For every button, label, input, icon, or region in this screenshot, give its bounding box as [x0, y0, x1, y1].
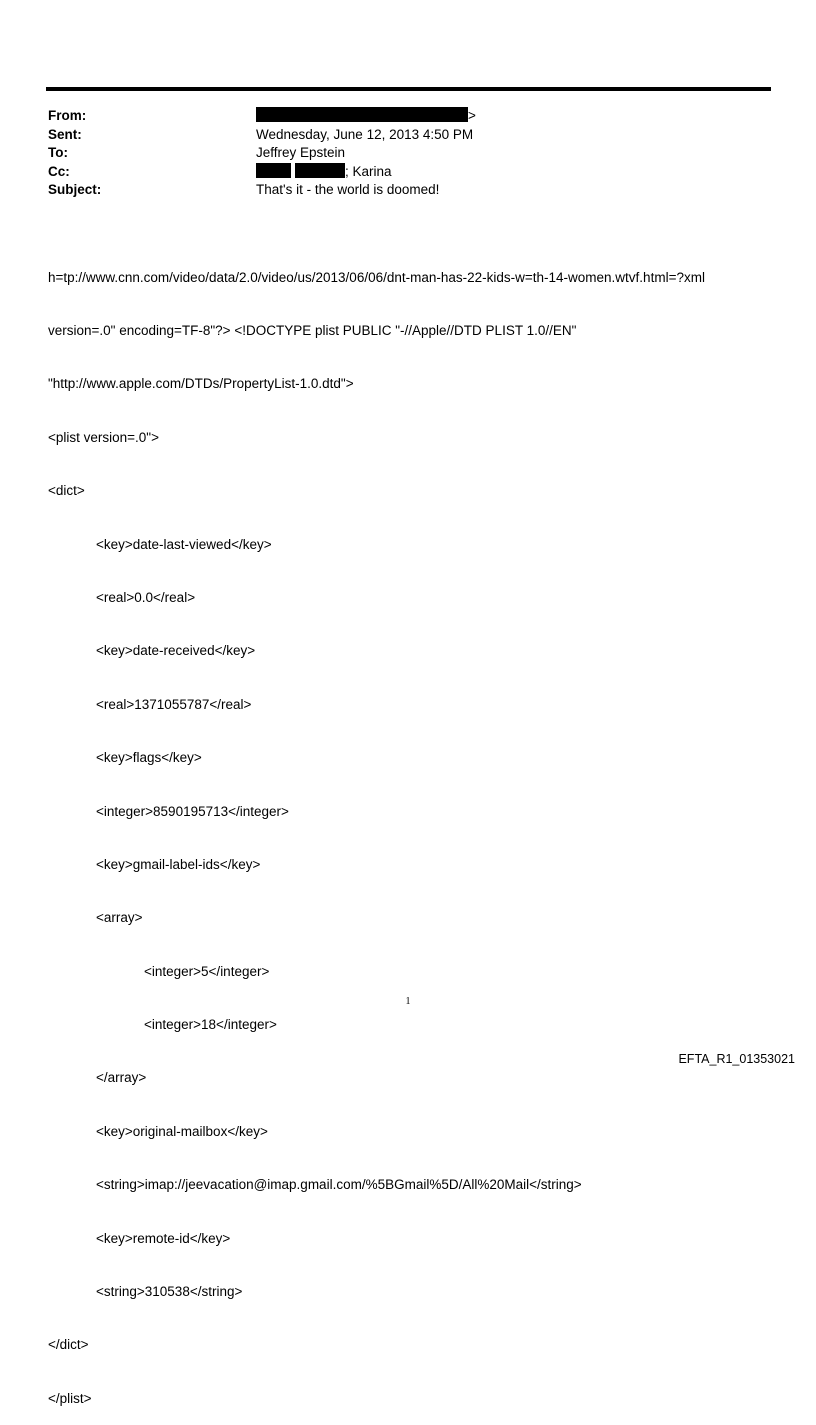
body-line: <key>date-last-viewed</key> [96, 536, 272, 552]
body-line: <integer>5</integer> [144, 963, 270, 979]
body-line: <key>flags</key> [96, 750, 202, 766]
redaction-box [295, 163, 345, 178]
header-divider [46, 87, 771, 91]
email-body [48, 233, 778, 1425]
body-line: <key>remote-id</key> [96, 1230, 231, 1246]
redaction-box [256, 107, 468, 122]
body-line: </array> [96, 1070, 147, 1086]
sent-row [48, 126, 768, 145]
body-line: <string>imap://jeevacation@imap.gmail.com/%5BGmail%5D/All%20Mail</string> [96, 1177, 582, 1193]
body-line: <real>0.0</real> [96, 589, 196, 605]
from-suffix: > [468, 108, 476, 123]
body-line: version=.0" encoding=TF-8"?> <!DOCTYPE plist PUBLIC "-//Apple//DTD PLIST 1.0//EN" [48, 322, 577, 338]
body-line: <string>310538</string> [96, 1284, 243, 1300]
body-line: h=tp://www.cnn.com/video/data/2.0/video/us/2013/06/06/dnt-man-has-22-kids-w=th-14-women.wtvf.html=?xml [48, 269, 705, 285]
sent-value: Wednesday, June 12, 2013 4:50 PM [256, 126, 474, 142]
body-line: </dict> [48, 1337, 89, 1353]
to-row [48, 144, 768, 163]
body-line: <plist version=.0"> [48, 429, 159, 445]
cc-suffix: ; Karina [345, 163, 392, 179]
to-label: To: [48, 145, 68, 160]
from-row [48, 107, 768, 126]
body-line: </plist> [48, 1390, 92, 1406]
body-line: <real>1371055787</real> [96, 696, 252, 712]
body-line: <key>gmail-label-ids</key> [96, 856, 261, 872]
body-line: <key>original-mailbox</key> [96, 1123, 268, 1139]
body-line: <array> [96, 910, 143, 926]
subject-row [48, 181, 768, 200]
redaction-box [256, 163, 291, 178]
page-number: 1 [405, 996, 411, 1007]
body-line: <dict> [48, 483, 85, 499]
cc-row [48, 163, 768, 182]
sent-label: Sent: [48, 126, 82, 142]
cc-value [256, 163, 392, 182]
to-value: Jeffrey Epstein [256, 145, 346, 160]
body-line: <integer>18</integer> [144, 1017, 277, 1033]
cc-label: Cc: [48, 163, 70, 179]
body-line: "http://www.apple.com/DTDs/PropertyList-1.0.dtd"> [48, 376, 354, 392]
subject-value: That's it - the world is doomed! [256, 182, 440, 197]
subject-label: Subject: [48, 182, 102, 197]
body-line: <key>date-received</key> [96, 643, 256, 659]
email-header [48, 107, 768, 200]
from-label: From: [48, 108, 87, 123]
from-value [256, 107, 476, 126]
document-id: EFTA_R1_01353021 [678, 1052, 795, 1066]
body-line: <integer>8590195713</integer> [96, 803, 289, 819]
